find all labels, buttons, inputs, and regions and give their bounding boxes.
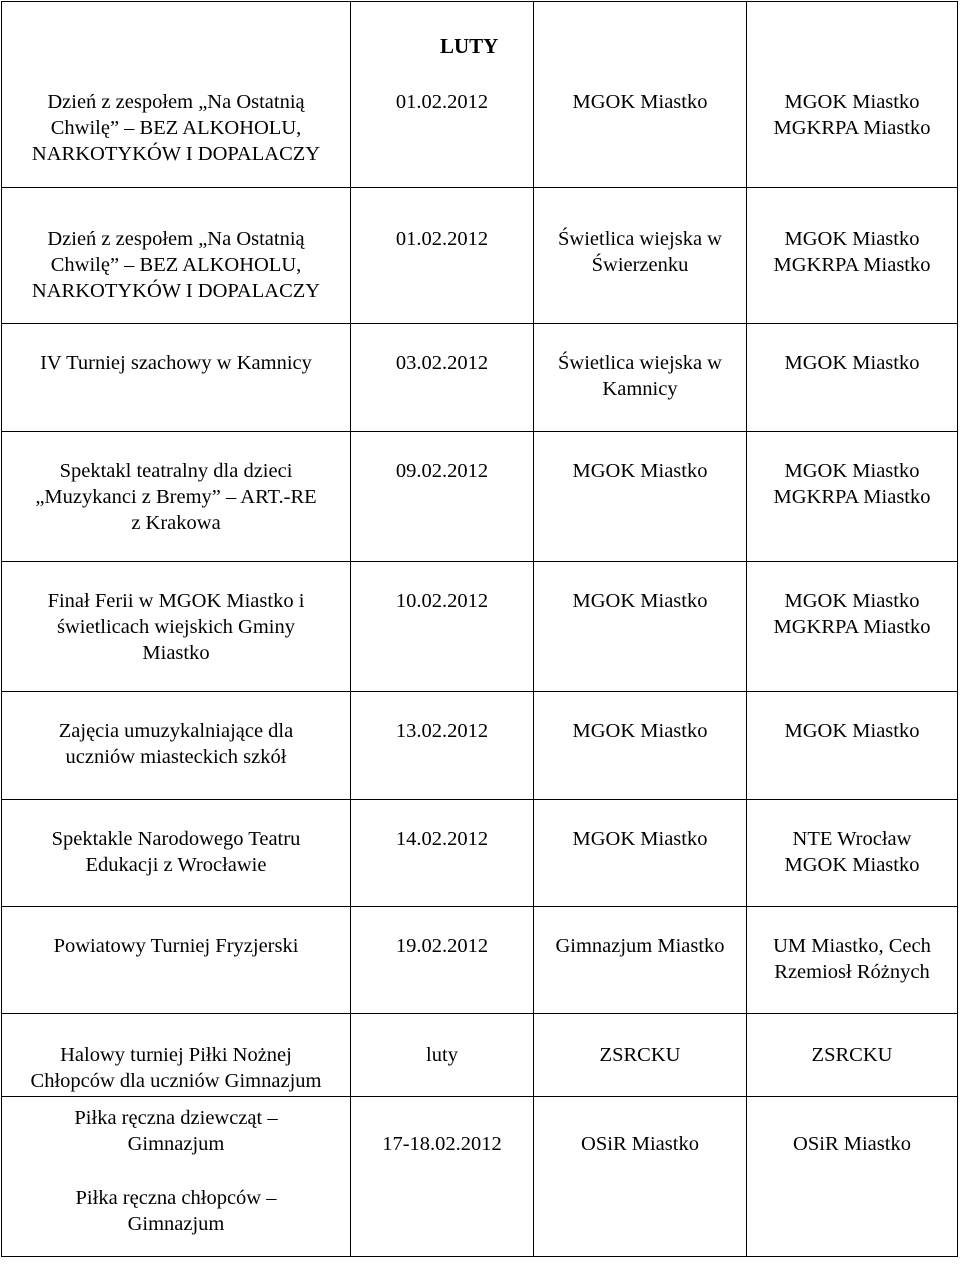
event-place-cell-line: MGOK Miastko — [572, 719, 708, 742]
event-name-cell-line: Chwilę” – BEZ ALKOHOLU, — [50, 253, 302, 276]
table-row — [2, 323, 958, 431]
sub-event — [2, 1185, 350, 1237]
table-row — [2, 691, 958, 799]
event-place-cell-line: Świetlica wiejska w — [558, 351, 722, 374]
event-place-cell-line: ZSRCKU — [599, 1043, 681, 1066]
event-place-cell-line: MGOK Miastko — [572, 827, 708, 850]
event-name-cell-line: Dzień z zespołem „Na Ostatnią — [47, 227, 305, 250]
sub-event-line: Piłka ręczna chłopców – — [75, 1186, 277, 1209]
event-name-cell-line: Chłopców dla uczniów Gimnazjum — [30, 1069, 322, 1092]
event-name-cell-line: Zajęcia umuzykalniające dla — [58, 719, 294, 742]
event-organizer-cell-line: MGOK Miastko — [784, 853, 920, 876]
event-date-cell — [351, 799, 534, 906]
event-date-cell-text: 01.02.2012 — [395, 91, 489, 113]
event-date-cell-text: 09.02.2012 — [395, 459, 489, 482]
table-row — [2, 799, 958, 906]
event-name-cell — [2, 187, 351, 323]
event-name-cell — [2, 906, 351, 1013]
event-place-cell — [534, 187, 747, 323]
month-header-row — [2, 2, 958, 87]
table-row — [2, 86, 958, 187]
event-date-cell — [351, 1096, 534, 1256]
event-place-cell — [534, 1013, 747, 1096]
table-row — [2, 1096, 958, 1256]
event-organizer-cell-text: OSiR Miastko — [793, 1132, 911, 1155]
table-row — [2, 187, 958, 323]
event-name-cell-line: Edukacji z Wrocławie — [85, 853, 267, 876]
event-date-cell-text: 17-18.02.2012 — [382, 1132, 502, 1155]
event-place-cell — [534, 906, 747, 1013]
event-organizer-cell-line: UM Miastko, Cech — [773, 934, 931, 957]
table-row — [2, 1013, 958, 1096]
event-organizer-cell — [747, 799, 958, 906]
event-date-cell — [351, 187, 534, 323]
event-place-cell — [534, 323, 747, 431]
event-name-cell — [2, 1013, 351, 1096]
event-organizer-cell — [747, 431, 958, 561]
event-date-cell — [351, 906, 534, 1013]
event-place-cell-line: MGOK Miastko — [572, 459, 708, 482]
event-name-cell-line: Halowy turniej Piłki Nożnej — [60, 1043, 292, 1066]
event-date-cell-text: 19.02.2012 — [395, 934, 489, 957]
event-place-cell — [534, 799, 747, 906]
event-name-cell-line: Miastko — [142, 641, 210, 664]
event-organizer-cell — [747, 1096, 958, 1256]
event-date-cell — [351, 561, 534, 691]
event-organizer-cell-line: Rzemiosł Różnych — [774, 960, 930, 983]
header-blank-cell — [534, 2, 747, 87]
event-place-cell-line: Świerzenku — [591, 253, 689, 276]
event-place-cell — [534, 86, 747, 187]
event-name-cell-line: Finał Ferii w MGOK Miastko i — [47, 589, 305, 612]
event-date-cell — [351, 431, 534, 561]
event-organizer-cell-line: MGOK Miastko — [784, 227, 920, 250]
event-date-cell — [351, 1013, 534, 1096]
event-organizer-cell — [747, 1013, 958, 1096]
event-place-cell-text: OSiR Miastko — [581, 1132, 699, 1155]
event-name-cell — [2, 691, 351, 799]
event-date-cell — [351, 691, 534, 799]
event-organizer-cell — [747, 906, 958, 1013]
sub-event-line: Gimnazjum — [127, 1132, 225, 1155]
event-date-cell — [351, 323, 534, 431]
event-place-cell — [534, 1096, 747, 1256]
event-name-cell — [2, 323, 351, 431]
table-row — [2, 906, 958, 1013]
event-place-cell-line: Kamnicy — [602, 377, 678, 400]
event-date-cell — [351, 86, 534, 187]
event-place-cell-line: MGOK Miastko — [572, 589, 708, 612]
event-organizer-cell-line: MGKRPA Miastko — [773, 615, 931, 638]
event-name-cell — [2, 86, 351, 187]
event-organizer-cell-line: MGKRPA Miastko — [773, 485, 931, 508]
event-date-cell-text: 03.02.2012 — [395, 351, 489, 374]
event-date-cell-text: luty — [426, 1043, 458, 1066]
event-organizer-cell-line: MGOK Miastko — [784, 459, 920, 482]
event-name-cell-line: z Krakowa — [131, 511, 221, 534]
event-organizer-cell-line: MGOK Miastko — [784, 719, 920, 742]
month-heading — [351, 2, 534, 87]
event-name-cell — [2, 561, 351, 691]
event-organizer-cell-line: MGOK Miastko — [784, 91, 920, 113]
event-organizer-cell — [747, 691, 958, 799]
event-name-cell-line: świetlicach wiejskich Gminy — [57, 615, 295, 638]
event-name-cell-line: Spektakle Narodowego Teatru — [51, 827, 301, 850]
event-date-cell-text: 14.02.2012 — [395, 827, 489, 850]
event-organizer-cell — [747, 561, 958, 691]
events-table — [1, 1, 958, 1257]
event-place-cell-line: MGOK Miastko — [572, 91, 708, 113]
header-blank-cell — [2, 2, 351, 87]
table-row — [2, 561, 958, 691]
event-place-cell-line: Gimnazjum Miastko — [555, 934, 725, 957]
event-place-cell — [534, 431, 747, 561]
event-name-cell-line: Powiatowy Turniej Fryzjerski — [53, 934, 299, 957]
event-organizer-cell — [747, 187, 958, 323]
event-name-cell-line: NARKOTYKÓW I DOPALACZY — [31, 143, 321, 165]
event-organizer-cell-line: MGOK Miastko — [784, 351, 920, 374]
event-organizer-cell — [747, 323, 958, 431]
event-name-cell — [2, 799, 351, 906]
event-place-cell-line: Świetlica wiejska w — [558, 227, 722, 250]
table-row — [2, 431, 958, 561]
event-place-cell — [534, 691, 747, 799]
event-date-cell-text: 10.02.2012 — [395, 589, 489, 612]
event-name-cell-line: IV Turniej szachowy w Kamnicy — [40, 351, 312, 374]
event-name-cell-line: Dzień z zespołem „Na Ostatnią — [47, 91, 305, 113]
event-name-cell-line: Chwilę” – BEZ ALKOHOLU, — [50, 117, 302, 139]
event-organizer-cell — [747, 86, 958, 187]
event-place-cell — [534, 561, 747, 691]
event-organizer-cell-line: ZSRCKU — [811, 1043, 893, 1066]
event-name-cell-line: NARKOTYKÓW I DOPALACZY — [31, 279, 321, 302]
event-name-cell — [2, 1096, 351, 1256]
event-organizer-cell-line: MGOK Miastko — [784, 589, 920, 612]
event-date-cell-text: 01.02.2012 — [395, 227, 489, 250]
event-name-cell — [2, 431, 351, 561]
event-organizer-cell-line: MGKRPA Miastko — [773, 117, 931, 139]
sub-event — [2, 1105, 350, 1157]
event-name-cell-line: Spektakl teatralny dla dzieci — [59, 459, 293, 482]
event-name-cell-line: „Muzykanci z Bremy” – ART.-RE — [35, 485, 317, 508]
sub-event-line: Piłka ręczna dziewcząt – — [74, 1106, 278, 1129]
event-organizer-cell-line: MGKRPA Miastko — [773, 253, 931, 276]
event-name-cell-line: uczniów miasteckich szkół — [65, 745, 287, 768]
event-organizer-cell-line: NTE Wrocław — [792, 827, 912, 850]
sub-event-line: Gimnazjum — [127, 1212, 225, 1235]
month-label: LUTY — [440, 34, 499, 58]
event-date-cell-text: 13.02.2012 — [395, 719, 489, 742]
header-blank-cell — [747, 2, 958, 87]
